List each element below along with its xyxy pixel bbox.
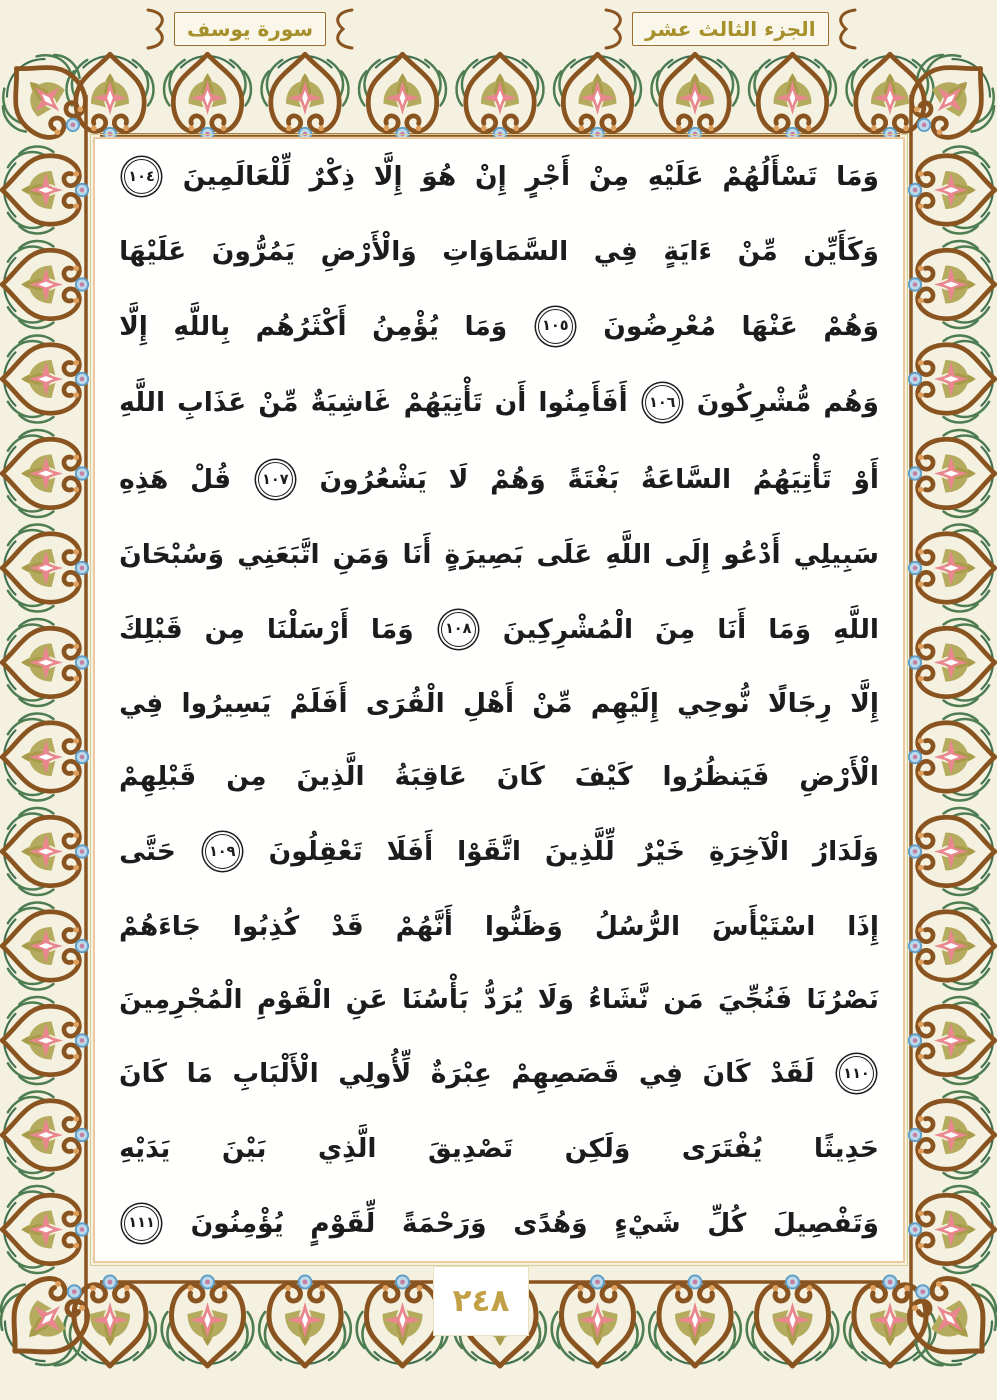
quran-word: قَبْلِكَ xyxy=(119,613,183,645)
quran-word: أَنَّهُمْ xyxy=(395,910,453,942)
quran-word: أَوْ xyxy=(853,464,879,496)
quran-word: أَنَا xyxy=(717,613,747,645)
quran-word: إِنْ xyxy=(475,161,507,192)
quran-line xyxy=(119,911,879,942)
quran-word: مِن xyxy=(204,613,245,645)
quran-word: تَسْأَلُهُمْ xyxy=(722,161,818,192)
quran-word: يُؤْمِنُ xyxy=(372,310,439,342)
quran-word: نَّشَاءُ xyxy=(588,983,649,1015)
quran-word: تَصْدِيقَ xyxy=(427,1133,514,1165)
quran-word: فِي xyxy=(638,1058,683,1090)
page-number-box xyxy=(433,1266,529,1336)
quran-word: تَأْتِيَهُمُ xyxy=(752,464,832,496)
quran-word: بَصِيرَةٍ xyxy=(444,538,524,570)
quran-word: عَذَابِ xyxy=(177,387,247,419)
quran-word: أَن xyxy=(494,387,527,419)
quran-word: بَغْتَةً xyxy=(567,464,620,496)
quran-line xyxy=(119,834,879,869)
quran-word: مِنْ xyxy=(588,161,630,192)
quran-word: مُّشْرِكُونَ xyxy=(696,387,812,419)
quran-word: إِلَّا xyxy=(850,688,879,720)
quran-word: فَيَنظُرُوا xyxy=(662,761,770,793)
quran-word: إِذَا xyxy=(847,910,879,942)
quran-line xyxy=(119,984,879,1015)
quran-line xyxy=(119,1206,879,1241)
quran-word: وَمَا xyxy=(370,613,414,645)
ayah-number-marker: ١٠٨ xyxy=(441,612,476,647)
quran-word: خَيْرٌ xyxy=(638,836,686,868)
quran-word: شَيْءٍ xyxy=(614,1207,681,1239)
quran-word: الْمُشْرِكِينَ xyxy=(502,613,634,645)
quran-line xyxy=(119,612,879,647)
quran-word: أَدْعُو xyxy=(723,538,781,570)
quran-word: الْقُرَى xyxy=(365,688,445,720)
quran-word: وَهُم xyxy=(823,387,879,419)
quran-lines xyxy=(95,139,903,1261)
quran-word: جَاءَهُمْ xyxy=(119,910,201,942)
quran-line xyxy=(119,1056,879,1091)
quran-word: وَهُمْ xyxy=(490,464,546,496)
quran-word: نَصْرُنَا xyxy=(806,983,879,1015)
quran-word: لِّلْعَالَمِينَ xyxy=(182,161,291,192)
quran-word: لِّقَوْمٍ xyxy=(310,1207,376,1239)
quran-word: أَفَأَمِنُوا xyxy=(538,387,628,419)
quran-word: وَهُدًى xyxy=(513,1207,588,1239)
quran-word: هُوَ xyxy=(421,161,457,192)
quran-word: عَنْهَا xyxy=(741,310,798,342)
quran-word: يَسِيرُوا xyxy=(181,688,272,720)
quran-word: حَدِيثًا xyxy=(813,1133,879,1165)
ayah-number-marker: ١٠٩ xyxy=(205,834,240,869)
quran-word: عَاقِبَةُ xyxy=(394,761,467,793)
quran-word: يُرَدُّ xyxy=(483,983,524,1015)
juz-cartouche xyxy=(604,10,857,48)
quran-word: تَأْتِيَهُمْ xyxy=(403,387,483,419)
quran-word: إِلَيْهِم xyxy=(590,688,659,720)
quran-word: تَعْقِلُونَ xyxy=(268,836,363,868)
quran-word: عِبْرَةٌ xyxy=(430,1058,492,1090)
quran-word: نُّوحِي xyxy=(677,688,750,720)
cartouche-bracket-icon xyxy=(146,7,172,51)
quran-word: كُذِبُوا xyxy=(232,910,300,942)
quran-word: السَّمَاوَاتِ xyxy=(442,235,569,267)
quran-word: عَنِ xyxy=(345,983,388,1015)
quran-word: فَنُجِّيَ xyxy=(718,983,793,1015)
quran-word: الَّذِينَ xyxy=(296,761,365,793)
juz-box xyxy=(632,12,829,46)
quran-word: الْآخِرَةِ xyxy=(708,836,789,868)
ayah-number-marker: ١٠٥ xyxy=(538,309,573,344)
quran-word: رِجَالًا xyxy=(767,688,832,720)
quran-word: الْقَوْمِ xyxy=(257,983,332,1015)
quran-word: وَتَفْصِيلَ xyxy=(772,1207,879,1239)
quran-word: الرُّسُلُ xyxy=(594,910,681,942)
quran-word: يُؤْمِنُونَ xyxy=(190,1207,284,1239)
quran-word: الْمُجْرِمِينَ xyxy=(119,983,243,1015)
quran-word: وَمَا xyxy=(768,613,812,645)
surah-name-box xyxy=(174,12,326,46)
quran-word: حَتَّى xyxy=(119,836,176,868)
quran-word: يَشْعُرُونَ xyxy=(319,464,427,496)
quran-word: الَّذِي xyxy=(317,1133,377,1165)
ayah-number-marker: ١١٠ xyxy=(839,1056,874,1091)
quran-word: اللَّهِ xyxy=(833,613,879,645)
quran-word: أَفَلَا xyxy=(386,836,434,868)
quran-word: يَدَيْهِ xyxy=(119,1133,171,1165)
quran-word: لَقَدْ xyxy=(770,1058,815,1090)
quran-word: أَكْثَرُهُم xyxy=(255,310,347,342)
juz-label: الجزء الثالث عشر xyxy=(645,17,816,41)
quran-word: أَهْلِ xyxy=(462,688,515,720)
quran-word: مِنَ xyxy=(655,613,696,645)
quran-word: اللَّهِ xyxy=(119,387,166,419)
quran-word: يُفْتَرَى xyxy=(681,1133,763,1165)
quran-word: إِلَّا xyxy=(119,310,148,342)
surah-name-cartouche xyxy=(146,10,354,48)
quran-word: بِاللَّهِ xyxy=(173,310,231,342)
quran-word: سَبِيلِي xyxy=(793,538,879,570)
ayah-number-marker: ١٠٧ xyxy=(258,462,293,497)
quran-word: وَسُبْحَانَ xyxy=(119,538,225,570)
quran-word: مِّنْ xyxy=(737,235,778,267)
quran-line xyxy=(119,159,879,194)
quran-word: اتَّقَوْا xyxy=(457,836,521,868)
quran-word: إِلَى xyxy=(664,538,711,570)
quran-word: فِي xyxy=(593,235,638,267)
quran-word: قَصَصِهِمْ xyxy=(511,1058,620,1090)
quran-word: مَا xyxy=(186,1058,213,1090)
quran-line xyxy=(119,462,879,497)
quran-word: بَأْسُنَا xyxy=(402,983,469,1015)
cartouche-bracket-icon xyxy=(604,7,630,51)
quran-line xyxy=(119,236,879,267)
quran-word: كَانَ xyxy=(702,1058,751,1090)
quran-word: وَهُمْ xyxy=(823,310,879,342)
quran-word: مَن xyxy=(663,983,704,1015)
quran-word: عَلَى xyxy=(536,538,593,570)
ayah-number-marker: ١٠٤ xyxy=(124,159,159,194)
quran-line xyxy=(119,1133,879,1164)
quran-word: هَذِهِ xyxy=(119,464,169,496)
quran-line xyxy=(119,539,879,570)
quran-word: اتَّبَعَنِي xyxy=(237,538,320,570)
quran-word: لِّأُولِي xyxy=(338,1058,412,1090)
quran-word: ذِكْرٌ xyxy=(309,161,356,192)
quran-word: لِّلَّذِينَ xyxy=(544,836,615,868)
quran-word: مُعْرِضُونَ xyxy=(603,310,716,342)
quran-line xyxy=(119,385,879,420)
quran-word: إِلَّا xyxy=(373,161,403,192)
quran-word: كَانَ xyxy=(119,1058,168,1090)
quran-word: اسْتَيْأَسَ xyxy=(711,910,816,942)
quran-word: كَيْفَ xyxy=(574,761,633,793)
quran-word: وَكَأَيِّن xyxy=(803,235,879,267)
quran-word: الْأَلْبَابِ xyxy=(232,1058,319,1090)
quran-word: عَلَيْهِ xyxy=(647,161,704,192)
quran-word: وَمَا xyxy=(464,310,508,342)
quran-word: عَلَيْهَا xyxy=(119,235,187,267)
cartouche-bracket-icon xyxy=(831,7,857,51)
text-panel xyxy=(93,137,905,1263)
quran-word: مِّنْ xyxy=(532,688,573,720)
ayah-number-marker: ١١١ xyxy=(124,1206,159,1241)
quran-word: مِّنْ xyxy=(258,387,299,419)
cartouche-bracket-icon xyxy=(328,7,354,51)
quran-word: الْأَرْضِ xyxy=(799,761,879,793)
quran-word: يَمُرُّونَ xyxy=(211,235,296,267)
quran-word: قَبْلِهِمْ xyxy=(119,761,197,793)
quran-word: لَا xyxy=(448,464,469,496)
quran-word: وَلَا xyxy=(537,983,574,1015)
quran-word: أَجْرٍ xyxy=(525,161,571,192)
quran-word: وَلَكِن xyxy=(564,1133,631,1165)
quran-word: بَيْنَ xyxy=(221,1133,267,1165)
quran-word: فِي xyxy=(119,688,164,720)
quran-word: اللَّهِ xyxy=(605,538,652,570)
quran-word: كَانَ xyxy=(496,761,545,793)
quran-word: قُلْ xyxy=(190,464,232,496)
quran-word: أَفَلَمْ xyxy=(289,688,348,720)
quran-word: مِن xyxy=(226,761,267,793)
quran-word: وَمَنِ xyxy=(332,538,390,570)
quran-word: وَمَا xyxy=(836,161,879,192)
quran-word: قَدْ xyxy=(331,910,364,942)
quran-word: أَنَا xyxy=(402,538,432,570)
ayah-number-marker: ١٠٦ xyxy=(645,385,680,420)
surah-name-label: سورة يوسف xyxy=(187,17,314,41)
quran-word: أَرْسَلْنَا xyxy=(266,613,349,645)
quran-line xyxy=(119,688,879,719)
quran-word: ءَايَةٍ xyxy=(663,235,713,267)
quran-word: السَّاعَةُ xyxy=(640,464,732,496)
quran-line xyxy=(119,309,879,344)
quran-word: غَاشِيَةٌ xyxy=(310,387,392,419)
quran-word: وَالْأَرْضِ xyxy=(320,235,417,267)
quran-word: كُلِّ xyxy=(707,1207,747,1239)
quran-line xyxy=(119,761,879,792)
quran-word: وَظَنُّوا xyxy=(484,910,563,942)
quran-word: وَلَدَارُ xyxy=(812,836,879,868)
page-number: ٢٤٨ xyxy=(452,1283,510,1319)
quran-word: وَرَحْمَةً xyxy=(401,1207,487,1239)
